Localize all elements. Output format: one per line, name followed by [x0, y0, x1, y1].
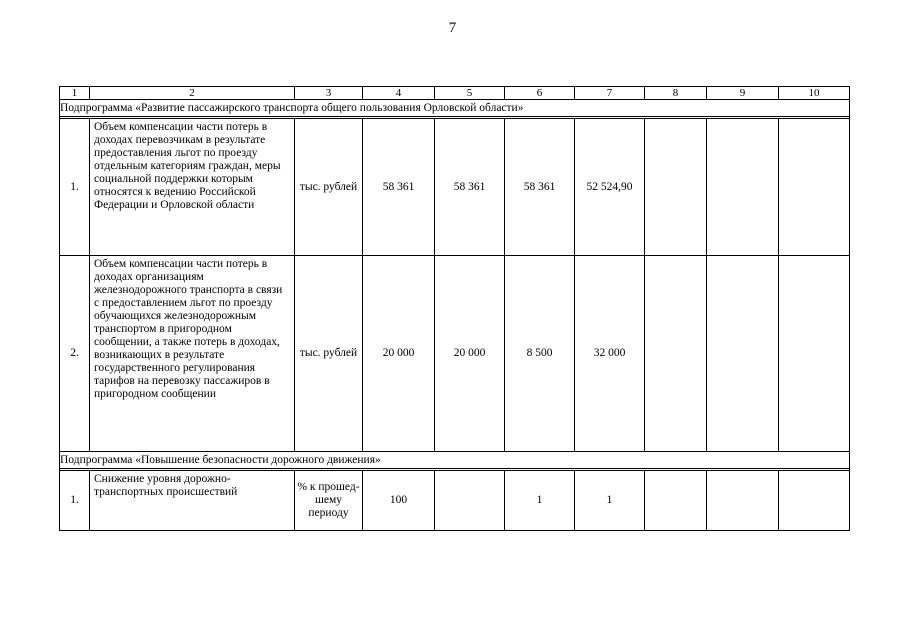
row-description: Снижение уровня дорожно-транспортных происшествий	[90, 471, 295, 531]
row-value-5: 58 361	[435, 119, 505, 256]
header-cell: 9	[707, 87, 779, 100]
row-value-4: 58 361	[363, 119, 435, 256]
header-cell: 7	[575, 87, 645, 100]
row-unit: тыс. рублей	[295, 119, 363, 256]
table-row	[60, 256, 850, 452]
header-cell: 3	[295, 87, 363, 100]
row-value-4: 100	[363, 471, 435, 531]
row-description: Объем компенсации части потерь в доходах организациям железнодорожного транспорта в связи с предоставлением льгот по проезду обучающихся железнодорожным транспортом в пригородном сообщении, а также потерь в доходах, возникающих в результате государственного регулирования тарифов на перевозку пассажиров в пригородном сообщении	[90, 256, 295, 452]
row-value-5: 20 000	[435, 256, 505, 452]
row-value-7: 52 524,90	[575, 119, 645, 256]
header-cell: 6	[505, 87, 575, 100]
row-value-10	[779, 256, 850, 452]
row-unit: тыс. рублей	[295, 256, 363, 452]
row-value-7: 32 000	[575, 256, 645, 452]
row-value-7: 1	[575, 471, 645, 531]
header-cell: 10	[779, 87, 850, 100]
row-unit: % к прошед-шему периоду	[295, 471, 363, 531]
row-value-6: 58 361	[505, 119, 575, 256]
row-number: 1.	[60, 471, 90, 531]
header-cell: 8	[645, 87, 707, 100]
row-value-9	[707, 119, 779, 256]
section-row	[60, 100, 850, 117]
row-value-8	[645, 256, 707, 452]
table-row	[60, 119, 850, 256]
row-number: 1.	[60, 119, 90, 256]
indicators-table	[59, 86, 850, 531]
header-cell: 5	[435, 87, 505, 100]
header-cell: 1	[60, 87, 90, 100]
row-description: Объем компенсации части потерь в доходах перевозчикам в результате предоставления льгот по проезду отдельным категориям граждан, меры социальной поддержки которым относятся к ведению Российской Федерации и Орловской области	[90, 119, 295, 256]
row-value-10	[779, 471, 850, 531]
row-value-8	[645, 471, 707, 531]
section-title: Подпрограмма «Повышение безопасности дорожного движения»	[60, 452, 850, 469]
row-number: 2.	[60, 256, 90, 452]
row-value-9	[707, 471, 779, 531]
row-value-9	[707, 256, 779, 452]
section-row	[60, 452, 850, 469]
row-value-4: 20 000	[363, 256, 435, 452]
table-row	[60, 471, 850, 531]
header-cell: 2	[90, 87, 295, 100]
header-row	[60, 87, 850, 100]
row-value-10	[779, 119, 850, 256]
page-number: 7	[448, 20, 457, 36]
section-title: Подпрограмма «Развитие пассажирского транспорта общего пользования Орловской области»	[60, 100, 850, 117]
row-value-6: 1	[505, 471, 575, 531]
row-value-6: 8 500	[505, 256, 575, 452]
header-cell: 4	[363, 87, 435, 100]
row-value-5	[435, 471, 505, 531]
row-value-8	[645, 119, 707, 256]
